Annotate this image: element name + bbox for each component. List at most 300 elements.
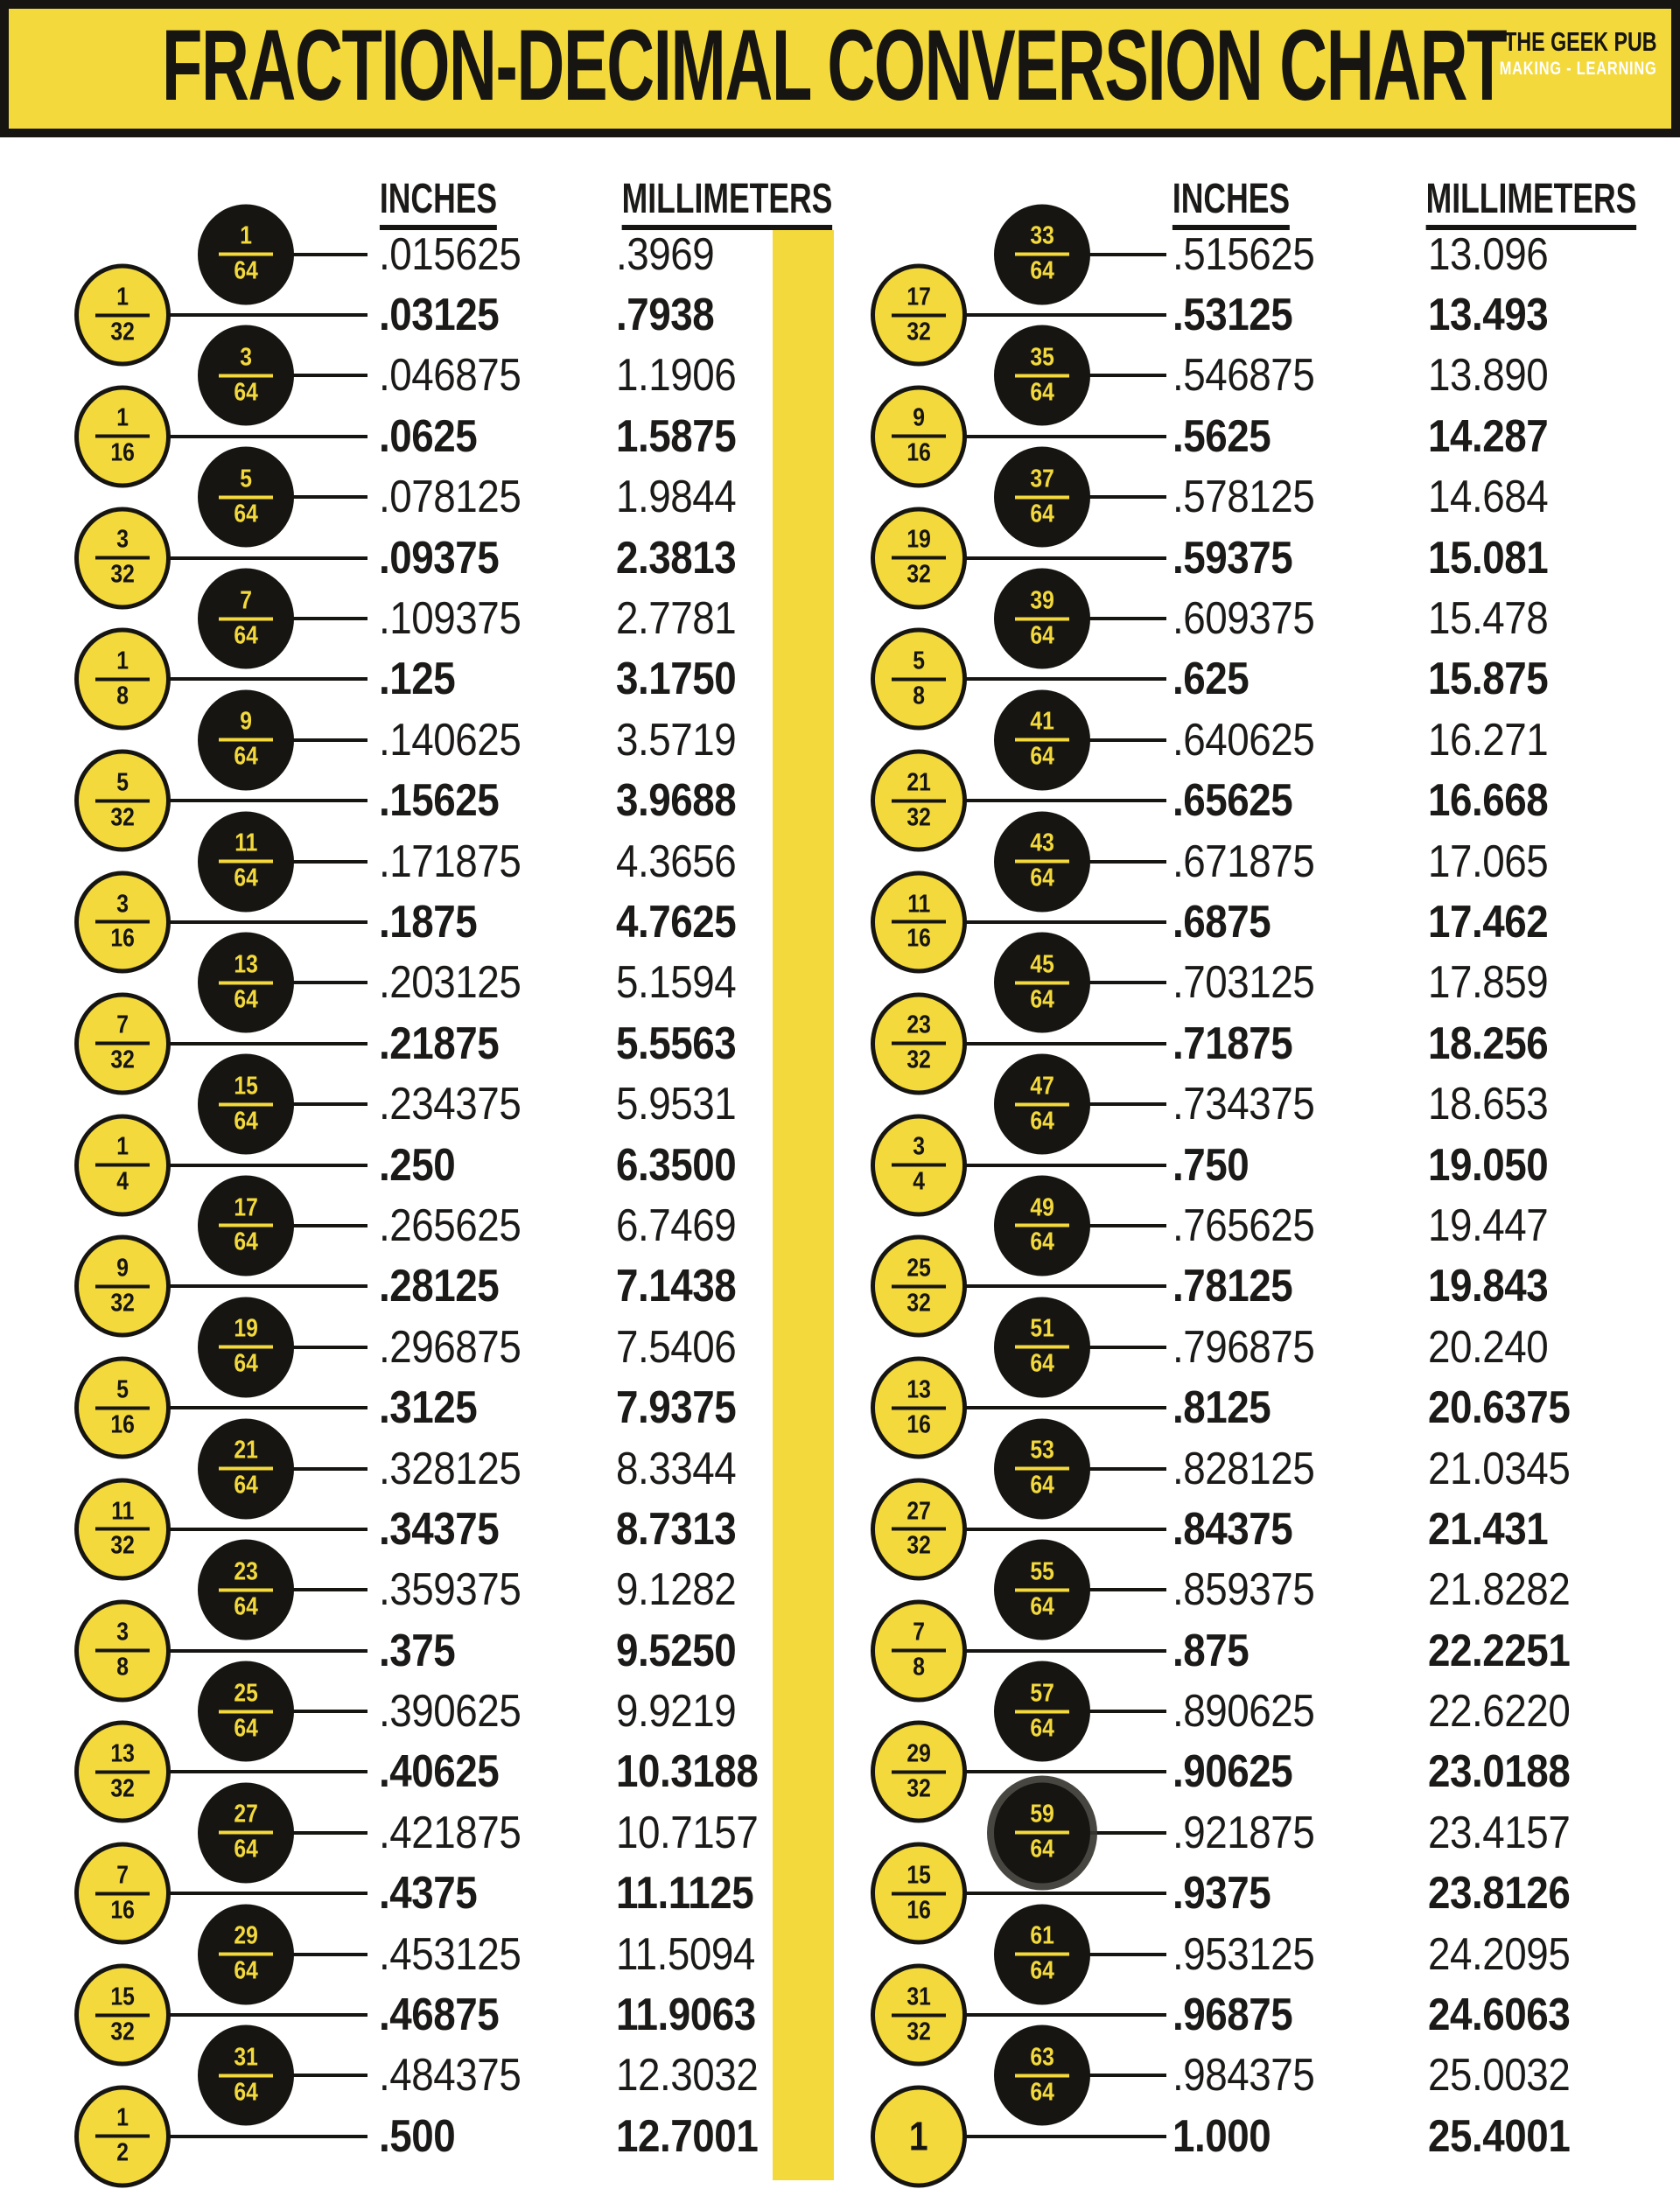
table-row bbox=[0, 525, 840, 589]
inches-value: .8125 bbox=[1172, 1382, 1271, 1434]
inches-value: .4375 bbox=[379, 1868, 478, 1920]
fraction-bar bbox=[219, 2074, 273, 2077]
table-row bbox=[0, 284, 840, 345]
fraction-numerator: 43 bbox=[1030, 829, 1054, 857]
millimeters-value: 16.668 bbox=[1428, 775, 1549, 827]
fraction-denominator: 64 bbox=[1030, 2078, 1054, 2107]
millimeters-value: 24.6063 bbox=[1428, 1990, 1571, 2041]
inches-value: .750 bbox=[1172, 1139, 1250, 1191]
fraction-denominator: 4 bbox=[913, 1167, 925, 1196]
inches-value: .375 bbox=[379, 1625, 456, 1676]
millimeters-value: 11.5094 bbox=[616, 1928, 755, 1980]
fraction-denominator: 16 bbox=[906, 1896, 931, 1925]
fraction-bar bbox=[95, 920, 150, 924]
table-row bbox=[840, 1074, 1680, 1134]
inches-value: .09375 bbox=[379, 532, 500, 584]
fraction-denominator: 64 bbox=[234, 378, 258, 407]
inches-value: .0625 bbox=[379, 410, 478, 462]
millimeters-value: 19.843 bbox=[1428, 1261, 1549, 1312]
inches-header-label: INCHES bbox=[380, 178, 497, 230]
inches-value: .34375 bbox=[379, 1503, 500, 1555]
fraction-badge bbox=[74, 1599, 171, 1702]
inches-value: .9375 bbox=[1172, 1868, 1271, 1920]
millimeters-value: 12.3032 bbox=[616, 2050, 759, 2102]
millimeters-value: 8.3344 bbox=[616, 1443, 737, 1494]
fraction-numerator: 25 bbox=[234, 1679, 258, 1708]
fraction-numerator: 23 bbox=[234, 1557, 258, 1586]
fraction-numerator: 59 bbox=[1030, 1800, 1054, 1829]
logo-tagline: MAKING - LEARNING bbox=[1500, 59, 1657, 79]
fraction-numerator: 15 bbox=[110, 1983, 135, 2011]
fraction-denominator: 16 bbox=[906, 924, 931, 953]
fraction-bar bbox=[219, 738, 273, 742]
fraction-denominator: 64 bbox=[1030, 378, 1054, 407]
fraction-denominator: 64 bbox=[234, 742, 258, 771]
inches-value: .703125 bbox=[1172, 957, 1315, 1009]
fraction-badge bbox=[74, 1235, 171, 1338]
table-row bbox=[0, 1013, 840, 1074]
millimeters-value: 4.3656 bbox=[616, 836, 737, 887]
inches-value: .46875 bbox=[379, 1990, 500, 2041]
fraction-denominator: 32 bbox=[906, 1046, 931, 1074]
fraction-denominator: 64 bbox=[234, 256, 258, 285]
fraction-badge bbox=[871, 628, 967, 731]
table-row bbox=[0, 1256, 840, 1317]
fraction-numerator: 13 bbox=[906, 1375, 931, 1404]
fraction-numerator: 9 bbox=[240, 707, 252, 736]
millimeters-value: 3.1750 bbox=[616, 654, 737, 705]
fraction-bar bbox=[1015, 2074, 1069, 2077]
millimeters-value: 1.5875 bbox=[616, 410, 737, 462]
table-row bbox=[840, 1984, 1680, 2045]
table-row bbox=[0, 892, 840, 952]
fraction-badge bbox=[994, 689, 1090, 790]
inches-value: .3125 bbox=[379, 1382, 478, 1434]
fraction-badge bbox=[994, 933, 1090, 1033]
table-row bbox=[0, 1377, 840, 1437]
inches-value: .59375 bbox=[1172, 532, 1293, 584]
table-row bbox=[840, 1921, 1680, 1985]
fraction-numerator: 3 bbox=[913, 1132, 925, 1161]
millimeters-value: 6.7469 bbox=[616, 1199, 737, 1251]
inches-value: .40625 bbox=[379, 1746, 500, 1798]
fraction-numerator: 5 bbox=[240, 465, 252, 493]
fraction-badge bbox=[994, 2025, 1090, 2126]
fraction-badge bbox=[871, 507, 967, 609]
fraction-denominator: 64 bbox=[234, 621, 258, 650]
inches-value: .921875 bbox=[1172, 1807, 1315, 1858]
fraction-bar bbox=[95, 435, 150, 438]
fraction-numerator: 11 bbox=[234, 829, 258, 857]
millimeters-value: 11.1125 bbox=[616, 1868, 754, 1920]
fraction-bar bbox=[1015, 1102, 1069, 1106]
fraction-badge bbox=[994, 1540, 1090, 1640]
inches-value: .250 bbox=[379, 1139, 456, 1191]
inches-value: .515625 bbox=[1172, 228, 1315, 280]
fraction-bar bbox=[892, 1042, 946, 1046]
millimeters-value: 15.081 bbox=[1428, 532, 1549, 584]
fraction-badge bbox=[198, 204, 294, 304]
fraction-numerator: 31 bbox=[906, 1983, 931, 2011]
fraction-denominator: 64 bbox=[234, 1956, 258, 1985]
fraction-badge bbox=[74, 1843, 171, 1945]
fraction-badge bbox=[871, 1235, 967, 1338]
table-row bbox=[840, 1013, 1680, 1074]
fraction-badge bbox=[74, 750, 171, 852]
millimeters-value: .3969 bbox=[616, 228, 715, 280]
millimeters-value: 9.1282 bbox=[616, 1564, 737, 1616]
fraction-denominator: 16 bbox=[110, 924, 135, 953]
fraction-numerator: 13 bbox=[234, 950, 258, 979]
fraction-numerator: 11 bbox=[906, 890, 931, 919]
fraction-badge bbox=[74, 1114, 171, 1216]
fraction-denominator: 32 bbox=[906, 2018, 931, 2046]
fraction-bar bbox=[219, 981, 273, 984]
fraction-numerator: 11 bbox=[110, 1497, 135, 1525]
fraction-denominator: 32 bbox=[110, 1046, 135, 1074]
fraction-bar bbox=[1015, 860, 1069, 864]
table-row bbox=[0, 649, 840, 710]
fraction-denominator: 8 bbox=[116, 682, 129, 710]
fraction-numerator: 7 bbox=[116, 1861, 129, 1890]
inches-value: .65625 bbox=[1172, 775, 1293, 827]
table-row bbox=[840, 1132, 1680, 1196]
table-row bbox=[840, 831, 1680, 892]
inches-value: .859375 bbox=[1172, 1564, 1315, 1616]
fraction-denominator: 32 bbox=[110, 1774, 135, 1803]
fraction-badge bbox=[994, 1297, 1090, 1397]
inches-value: .15625 bbox=[379, 775, 500, 827]
inches-value: .421875 bbox=[379, 1807, 522, 1858]
fraction-bar bbox=[219, 1224, 273, 1227]
inches-value: .265625 bbox=[379, 1199, 522, 1251]
table-row bbox=[840, 1620, 1680, 1681]
table-row bbox=[0, 1132, 840, 1196]
fraction-denominator: 64 bbox=[1030, 1835, 1054, 1864]
table-row bbox=[840, 467, 1680, 528]
right-rows bbox=[840, 221, 1680, 2167]
millimeters-value: 20.6375 bbox=[1428, 1382, 1571, 1434]
table-row bbox=[840, 707, 1680, 771]
left-rows bbox=[0, 221, 840, 2167]
fraction-numerator: 7 bbox=[240, 586, 252, 615]
millimeters-value: 17.065 bbox=[1428, 836, 1549, 887]
inches-value: .53125 bbox=[1172, 290, 1293, 341]
fraction-denominator: 32 bbox=[110, 2018, 135, 2046]
inches-value: .640625 bbox=[1172, 714, 1315, 766]
fraction-badge bbox=[74, 1478, 171, 1580]
millimeters-value: 9.9219 bbox=[616, 1686, 737, 1738]
table-row bbox=[840, 1557, 1680, 1621]
millimeters-value: 5.1594 bbox=[616, 957, 737, 1009]
inches-value: .046875 bbox=[379, 350, 522, 402]
table-row bbox=[840, 768, 1680, 832]
table-row bbox=[840, 1256, 1680, 1317]
inches-value: .828125 bbox=[1172, 1443, 1315, 1494]
fraction-numerator: 25 bbox=[906, 1254, 931, 1283]
fraction-numerator: 9 bbox=[913, 403, 925, 432]
inches-header bbox=[1152, 178, 1310, 230]
fraction-denominator: 8 bbox=[913, 682, 925, 710]
inches-value: .796875 bbox=[1172, 1321, 1315, 1373]
fraction-numerator: 1 bbox=[240, 221, 252, 250]
fraction-denominator: 64 bbox=[234, 1107, 258, 1136]
fraction-badge bbox=[994, 447, 1090, 548]
fraction-badge bbox=[198, 1782, 294, 1883]
table-row bbox=[0, 403, 840, 467]
fraction-numerator: 7 bbox=[913, 1618, 925, 1647]
fraction-numerator: 39 bbox=[1030, 586, 1054, 615]
millimeters-value: 20.240 bbox=[1428, 1321, 1549, 1373]
millimeters-value: 22.2251 bbox=[1428, 1625, 1571, 1676]
fraction-denominator: 64 bbox=[234, 1835, 258, 1864]
fraction-badge bbox=[871, 1721, 967, 1823]
fraction-bar bbox=[892, 1164, 946, 1167]
fraction-numerator: 5 bbox=[116, 768, 129, 797]
fraction-numerator: 33 bbox=[1030, 221, 1054, 250]
fraction-denominator: 64 bbox=[1030, 256, 1054, 285]
inches-value: .984375 bbox=[1172, 2050, 1315, 2102]
fraction-denominator: 16 bbox=[110, 1896, 135, 1925]
fraction-badge bbox=[74, 264, 171, 367]
millimeters-header bbox=[584, 178, 869, 230]
fraction-bar bbox=[219, 860, 273, 864]
fraction-bar bbox=[219, 1102, 273, 1106]
fraction-numerator: 5 bbox=[116, 1375, 129, 1404]
fraction-denominator: 64 bbox=[234, 864, 258, 892]
fraction-badge bbox=[198, 1175, 294, 1276]
fraction-numerator: 41 bbox=[1030, 707, 1054, 736]
table-row bbox=[840, 2106, 1680, 2166]
fraction-badge bbox=[994, 811, 1090, 912]
table-row bbox=[0, 1620, 840, 1681]
fraction-denominator: 64 bbox=[234, 1471, 258, 1500]
millimeters-value: 8.7313 bbox=[616, 1503, 737, 1555]
fraction-denominator: 64 bbox=[1030, 1592, 1054, 1621]
millimeters-value: 25.4001 bbox=[1428, 2110, 1571, 2162]
table-row bbox=[840, 892, 1680, 952]
millimeters-value: 21.8282 bbox=[1428, 1564, 1571, 1616]
fraction-badge bbox=[871, 1964, 967, 2067]
millimeters-value: 17.859 bbox=[1428, 957, 1549, 1009]
fraction-numerator: 45 bbox=[1030, 950, 1054, 979]
millimeters-value: 3.9688 bbox=[616, 775, 737, 827]
table-row bbox=[0, 1739, 840, 1803]
fraction-denominator: 64 bbox=[1030, 1107, 1054, 1136]
inches-value: .5625 bbox=[1172, 410, 1271, 462]
fraction-badge bbox=[994, 1904, 1090, 2004]
fraction-bar bbox=[219, 1467, 273, 1471]
fraction-denominator: 64 bbox=[1030, 1471, 1054, 1500]
fraction-numerator: 7 bbox=[116, 1011, 129, 1039]
millimeters-value: 1.9844 bbox=[616, 472, 737, 523]
table-row bbox=[840, 221, 1680, 285]
fraction-numerator: 49 bbox=[1030, 1193, 1054, 1222]
fraction-bar bbox=[95, 1770, 150, 1773]
fraction-numerator: 29 bbox=[906, 1739, 931, 1768]
fraction-numerator: 1 bbox=[116, 647, 129, 675]
fraction-numerator: 5 bbox=[913, 647, 925, 675]
fraction-denominator: 64 bbox=[1030, 864, 1054, 892]
fraction-bar bbox=[219, 617, 273, 620]
fraction-denominator: 64 bbox=[1030, 621, 1054, 650]
fraction-bar bbox=[892, 556, 946, 560]
inches-value: .71875 bbox=[1172, 1018, 1293, 1069]
fraction-numerator: 13 bbox=[110, 1739, 135, 1768]
fraction-badge bbox=[994, 569, 1090, 669]
fraction-badge bbox=[74, 1964, 171, 2067]
table-row bbox=[840, 1739, 1680, 1803]
fraction-badge bbox=[198, 811, 294, 912]
table-row bbox=[840, 1377, 1680, 1437]
fraction-bar bbox=[892, 1649, 946, 1653]
millimeters-header-label: MILLIMETERS bbox=[1426, 178, 1637, 230]
inches-value: .03125 bbox=[379, 290, 500, 341]
fraction-numerator: 27 bbox=[234, 1800, 258, 1829]
fraction-badge bbox=[74, 871, 171, 973]
fraction-badge bbox=[994, 1175, 1090, 1276]
table-row bbox=[0, 2103, 840, 2167]
millimeters-value: 14.287 bbox=[1428, 410, 1549, 462]
fraction-denominator: 64 bbox=[1030, 500, 1054, 528]
millimeters-value: 11.9063 bbox=[616, 1990, 756, 2041]
fraction-denominator: 32 bbox=[906, 1289, 931, 1318]
inches-value: .84375 bbox=[1172, 1503, 1293, 1555]
fraction-badge bbox=[871, 1114, 967, 1216]
fraction-numerator: 17 bbox=[906, 283, 931, 311]
inches-value: .953125 bbox=[1172, 1928, 1315, 1980]
fraction-bar bbox=[892, 799, 946, 802]
fraction-numerator: 63 bbox=[1030, 2043, 1054, 2072]
fraction-numerator: 57 bbox=[1030, 1679, 1054, 1708]
millimeters-value: 9.5250 bbox=[616, 1625, 737, 1676]
fraction-bar bbox=[95, 1649, 150, 1653]
fraction-bar bbox=[1015, 617, 1069, 620]
fraction-badge bbox=[871, 2085, 967, 2187]
fraction-numerator: 53 bbox=[1030, 1436, 1054, 1465]
fraction-badge bbox=[198, 447, 294, 548]
table-row bbox=[840, 525, 1680, 589]
millimeters-value: 22.6220 bbox=[1428, 1686, 1571, 1738]
table-row bbox=[0, 1984, 840, 2045]
fraction-denominator: 64 bbox=[1030, 1349, 1054, 1378]
table-row bbox=[0, 1861, 840, 1925]
millimeters-value: 2.7781 bbox=[616, 593, 737, 645]
fraction-bar bbox=[219, 1953, 273, 1956]
fraction-denominator: 32 bbox=[110, 1289, 135, 1318]
fraction-bar bbox=[219, 1831, 273, 1835]
fraction-numerator: 51 bbox=[1030, 1314, 1054, 1343]
fraction-numerator: 1 bbox=[116, 403, 129, 432]
millimeters-value: 18.653 bbox=[1428, 1079, 1549, 1130]
millimeters-value: 7.5406 bbox=[616, 1321, 737, 1373]
fraction-badge bbox=[198, 1418, 294, 1519]
fraction-badge bbox=[198, 689, 294, 790]
fraction-denominator: 64 bbox=[234, 1227, 258, 1256]
millimeters-value: 3.5719 bbox=[616, 714, 737, 766]
fraction-numerator: 35 bbox=[1030, 343, 1054, 372]
inches-value: .109375 bbox=[379, 593, 522, 645]
inches-value: .21875 bbox=[379, 1018, 500, 1069]
fraction-denominator: 8 bbox=[116, 1653, 129, 1682]
fraction-bar bbox=[1015, 495, 1069, 499]
millimeters-value: 23.0188 bbox=[1428, 1746, 1571, 1798]
fraction-denominator: 64 bbox=[234, 1592, 258, 1621]
millimeters-value: .7938 bbox=[616, 290, 715, 341]
fraction-bar bbox=[95, 1042, 150, 1046]
millimeters-value: 19.050 bbox=[1428, 1139, 1549, 1191]
inches-value: .328125 bbox=[379, 1443, 522, 1494]
fraction-bar bbox=[95, 1528, 150, 1531]
fraction-bar bbox=[892, 1770, 946, 1773]
millimeters-value: 13.890 bbox=[1428, 350, 1549, 402]
fraction-numerator: 15 bbox=[906, 1861, 931, 1890]
inches-value: .359375 bbox=[379, 1564, 522, 1616]
fraction-numerator: 37 bbox=[1030, 465, 1054, 493]
fraction-bar bbox=[95, 799, 150, 802]
table-row bbox=[0, 1499, 840, 1559]
fraction-numerator: 3 bbox=[116, 525, 129, 554]
fraction-bar bbox=[1015, 1831, 1069, 1835]
fraction-bar bbox=[892, 313, 946, 317]
millimeters-value: 13.493 bbox=[1428, 290, 1549, 341]
fraction-denominator: 64 bbox=[234, 1349, 258, 1378]
fraction-bar bbox=[1015, 1224, 1069, 1227]
inches-value: .875 bbox=[1172, 1625, 1250, 1676]
fraction-bar bbox=[95, 1284, 150, 1288]
fraction-numerator: 1 bbox=[909, 2113, 928, 2159]
fraction-bar bbox=[1015, 1710, 1069, 1713]
table-row bbox=[840, 950, 1680, 1014]
fraction-bar bbox=[1015, 1953, 1069, 1956]
right-column bbox=[840, 0, 1680, 2196]
fraction-denominator: 32 bbox=[110, 803, 135, 832]
fraction-badge bbox=[994, 1418, 1090, 1519]
fraction-badge bbox=[871, 992, 967, 1095]
fraction-bar bbox=[1015, 981, 1069, 984]
fraction-badge bbox=[994, 204, 1090, 304]
fraction-bar bbox=[1015, 1467, 1069, 1471]
inches-value: .96875 bbox=[1172, 1990, 1293, 2041]
fraction-bar bbox=[95, 1406, 150, 1409]
fraction-bar bbox=[1015, 253, 1069, 256]
fraction-bar bbox=[892, 920, 946, 924]
table-row bbox=[0, 768, 840, 832]
fraction-badge bbox=[198, 325, 294, 426]
fraction-numerator: 15 bbox=[234, 1072, 258, 1101]
fraction-numerator: 19 bbox=[234, 1314, 258, 1343]
fraction-bar bbox=[219, 374, 273, 377]
fraction-numerator: 21 bbox=[234, 1436, 258, 1465]
fraction-bar bbox=[219, 495, 273, 499]
millimeters-value: 25.0032 bbox=[1428, 2050, 1571, 2102]
fraction-denominator: 64 bbox=[1030, 1227, 1054, 1256]
fraction-numerator: 3 bbox=[116, 890, 129, 919]
fraction-badge bbox=[74, 385, 171, 487]
millimeters-value: 14.684 bbox=[1428, 472, 1549, 523]
fraction-badge bbox=[74, 2085, 171, 2187]
inches-value: 1.000 bbox=[1172, 2110, 1271, 2162]
millimeters-value: 4.7625 bbox=[616, 896, 737, 948]
inches-value: .390625 bbox=[379, 1686, 522, 1738]
fraction-bar bbox=[1015, 374, 1069, 377]
fraction-badge bbox=[74, 992, 171, 1095]
fraction-bar bbox=[892, 1892, 946, 1895]
inches-value: .296875 bbox=[379, 1321, 522, 1373]
millimeters-value: 7.9375 bbox=[616, 1382, 737, 1434]
inches-value: .500 bbox=[379, 2110, 456, 2162]
fraction-badge bbox=[871, 385, 967, 487]
